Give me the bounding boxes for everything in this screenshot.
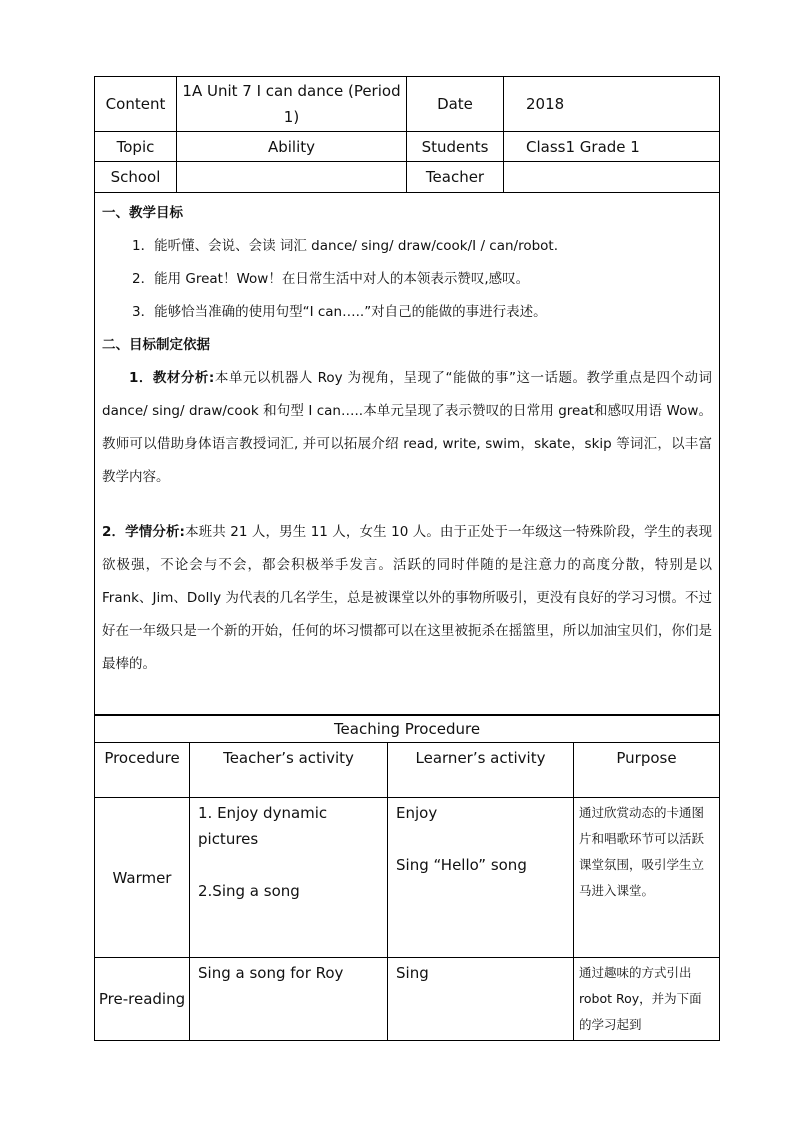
- warmer-teacher-activity: [190, 798, 388, 958]
- school-row: [95, 162, 720, 193]
- objectives-section: [95, 193, 720, 715]
- teacher-label: Teacher: [407, 162, 504, 193]
- warmer-learner-item: Enjoy: [396, 804, 438, 822]
- procedure-title-row: [95, 716, 720, 743]
- warmer-learner-activity: [388, 798, 574, 958]
- topic-label: Topic: [95, 132, 177, 162]
- procedure-row-pre-reading: [95, 958, 720, 1041]
- lesson-plan-page: [94, 76, 719, 1041]
- objective-item: 3．能够恰当准确的使用句型“I can…..”对自己的能做的事进行表述。: [132, 304, 547, 320]
- content-row: [95, 77, 720, 132]
- textbook-analysis-title: 1．教材分析:: [129, 370, 215, 386]
- procedure-header-row: [95, 743, 720, 798]
- date-label: Date: [407, 77, 504, 132]
- basis-heading: 二、目标制定依据: [102, 337, 210, 353]
- learner-analysis-title: 2．学情分析:: [102, 524, 185, 540]
- procedure-title: Teaching Procedure: [95, 716, 720, 743]
- header-purpose: Purpose: [574, 743, 720, 798]
- textbook-analysis-text: 本单元以机器人 Roy 为视角，呈现了“能做的事”这一话题。教学重点是四个动词 dance/ sing/ draw/cook 和句型 I can…..本单元呈现了表示赞叹的日常用 great和感叹用语 Wow。教师可以借助身体语言教授词汇, 并可以拓展介绍 read, write, swim，skate，skip 等词汇，以丰富教学内容。: [102, 370, 712, 485]
- lesson-plan-table: [94, 76, 720, 715]
- students-label: Students: [407, 132, 504, 162]
- learner-analysis-text: 本班共 21 人，男生 11 人，女生 10 人。由于正处于一年级这一特殊阶段，学生的表现欲极强，不论会与不会，都会积极举手发言。活跃的同时伴随的是注意力的高度分散，特别是以 Frank、Jim、Dolly 为代表的几名学生，总是被课堂以外的事物所吸引，更没有良好的学习习惯。不过好在一年级只是一个新的开始，任何的坏习惯都可以在这里被扼杀在摇篮里，所以加油宝贝们，你们是最棒的。: [102, 524, 712, 672]
- warmer-learner-item: Sing “Hello” song: [396, 856, 527, 874]
- date-value: 2018: [504, 77, 720, 132]
- teacher-value: [504, 162, 720, 193]
- procedure-table: [94, 715, 720, 1041]
- topic-row: [95, 132, 720, 162]
- school-label: School: [95, 162, 177, 193]
- stage-warmer: Warmer: [95, 798, 190, 958]
- pre-reading-purpose: 通过趣味的方式引出 robot Roy，并为下面的学习起到: [574, 958, 720, 1041]
- pre-reading-learner-activity: Sing: [388, 958, 574, 1041]
- school-value: [177, 162, 407, 193]
- pre-reading-teacher-activity: Sing a song for Roy: [190, 958, 388, 1041]
- topic-value: Ability: [177, 132, 407, 162]
- stage-pre-reading: Pre-reading: [95, 958, 190, 1041]
- objective-item: 1．能听懂、会说、会读 词汇 dance/ sing/ draw/cook/I / can/robot.: [132, 238, 559, 254]
- learner-analysis: [102, 516, 712, 681]
- students-value: Class1 Grade 1: [504, 132, 720, 162]
- textbook-analysis: [102, 362, 712, 494]
- content-value: 1A Unit 7 I can dance (Period 1): [177, 77, 407, 132]
- header-procedure: Procedure: [95, 743, 190, 798]
- warmer-purpose: 通过欣赏动态的卡通图片和唱歌环节可以活跃课堂氛围，吸引学生立马进入课堂。: [574, 798, 720, 958]
- procedure-row-warmer: [95, 798, 720, 958]
- warmer-teacher-item: 1. Enjoy dynamic pictures: [198, 804, 328, 848]
- header-teacher-activity: Teacher’s activity: [190, 743, 388, 798]
- content-label: Content: [95, 77, 177, 132]
- objectives-heading: 一、教学目标: [102, 205, 183, 221]
- objective-item: 2．能用 Great！Wow！在日常生活中对人的本领表示赞叹,感叹。: [132, 271, 530, 287]
- header-learner-activity: Learner’s activity: [388, 743, 574, 798]
- warmer-teacher-item: 2.Sing a song: [198, 882, 300, 900]
